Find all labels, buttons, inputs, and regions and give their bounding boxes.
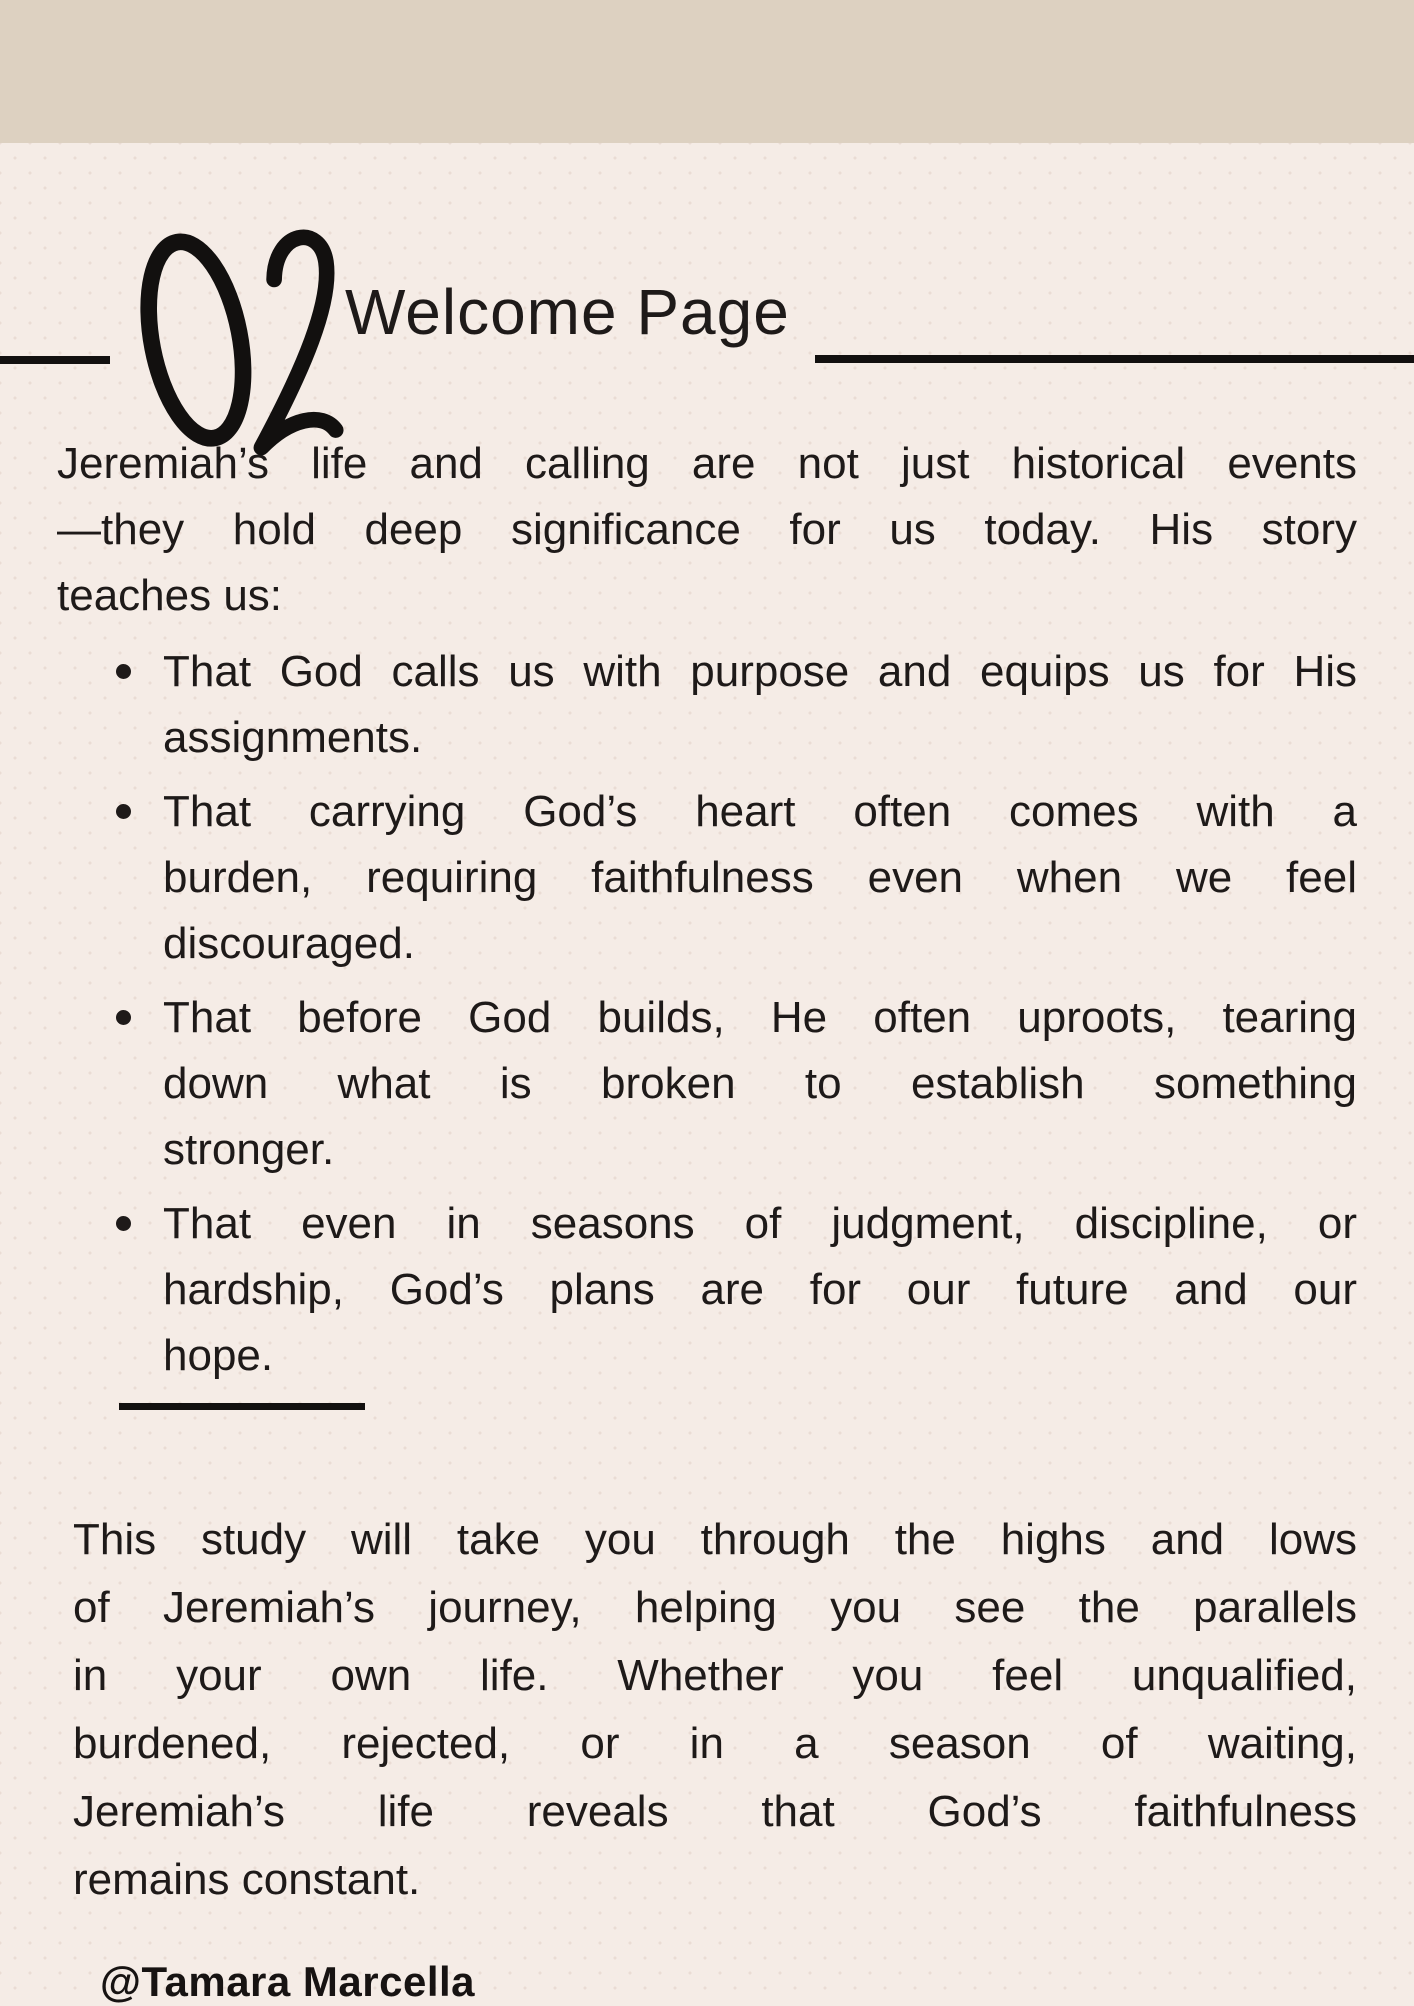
text-line: assignments. [163,713,423,762]
header-rule-left [0,356,110,364]
text-line: hope. [163,1331,274,1380]
bullet-dot-icon [116,804,131,819]
text-line: That carrying God’s heart often comes with a [163,787,1357,836]
text-line: in your own life. Whether you feel unqualified, [73,1651,1357,1700]
text-line: That before God builds, He often uproots, tearing [163,993,1357,1042]
text-line: That even in seasons of judgment, discipline, or [163,1199,1357,1248]
text-line: hardship, God’s plans are for our future and our [163,1265,1357,1314]
section-divider [119,1403,365,1410]
bullet-dot-icon [116,1216,131,1231]
text-line: down what is broken to establish something [163,1059,1357,1108]
top-band [0,0,1414,143]
chapter-number-script-icon [126,211,344,475]
text-line: stronger. [163,1125,335,1174]
chapter-title: Welcome Page [345,276,790,348]
footer-handle: @Tamara Marcella [100,1958,476,2005]
chapter-header [0,143,1414,423]
text-line: —they hold deep significance for us today. His story [57,505,1357,554]
text-line: Jeremiah’s life reveals that God’s faithfulness [73,1787,1357,1836]
bullet-item [163,639,1357,771]
bullet-dot-icon [116,1010,131,1025]
page-body [0,143,1414,2005]
bullet-item [163,1191,1357,1389]
text-line: burden, requiring faithfulness even when we feel [163,853,1357,902]
page-content [57,431,1357,2006]
text-line: burdened, rejected, or in a season of waiting, [73,1719,1357,1768]
text-line: remains constant. [73,1855,421,1904]
header-rule-right [815,355,1414,363]
bullet-list [57,639,1357,1389]
text-line: discouraged. [163,919,415,968]
text-line: teaches us: [57,571,283,620]
text-line: This study will take you through the highs and lows [73,1515,1357,1564]
bullet-item [163,985,1357,1183]
outro-paragraph [73,1506,1357,1914]
bullet-dot-icon [116,664,131,679]
bullet-item [163,779,1357,977]
text-line: Jeremiah’s life and calling are not just historical events [57,439,1357,488]
text-line: of Jeremiah’s journey, helping you see the parallels [73,1583,1357,1632]
text-line: That God calls us with purpose and equips us for His [163,647,1357,696]
